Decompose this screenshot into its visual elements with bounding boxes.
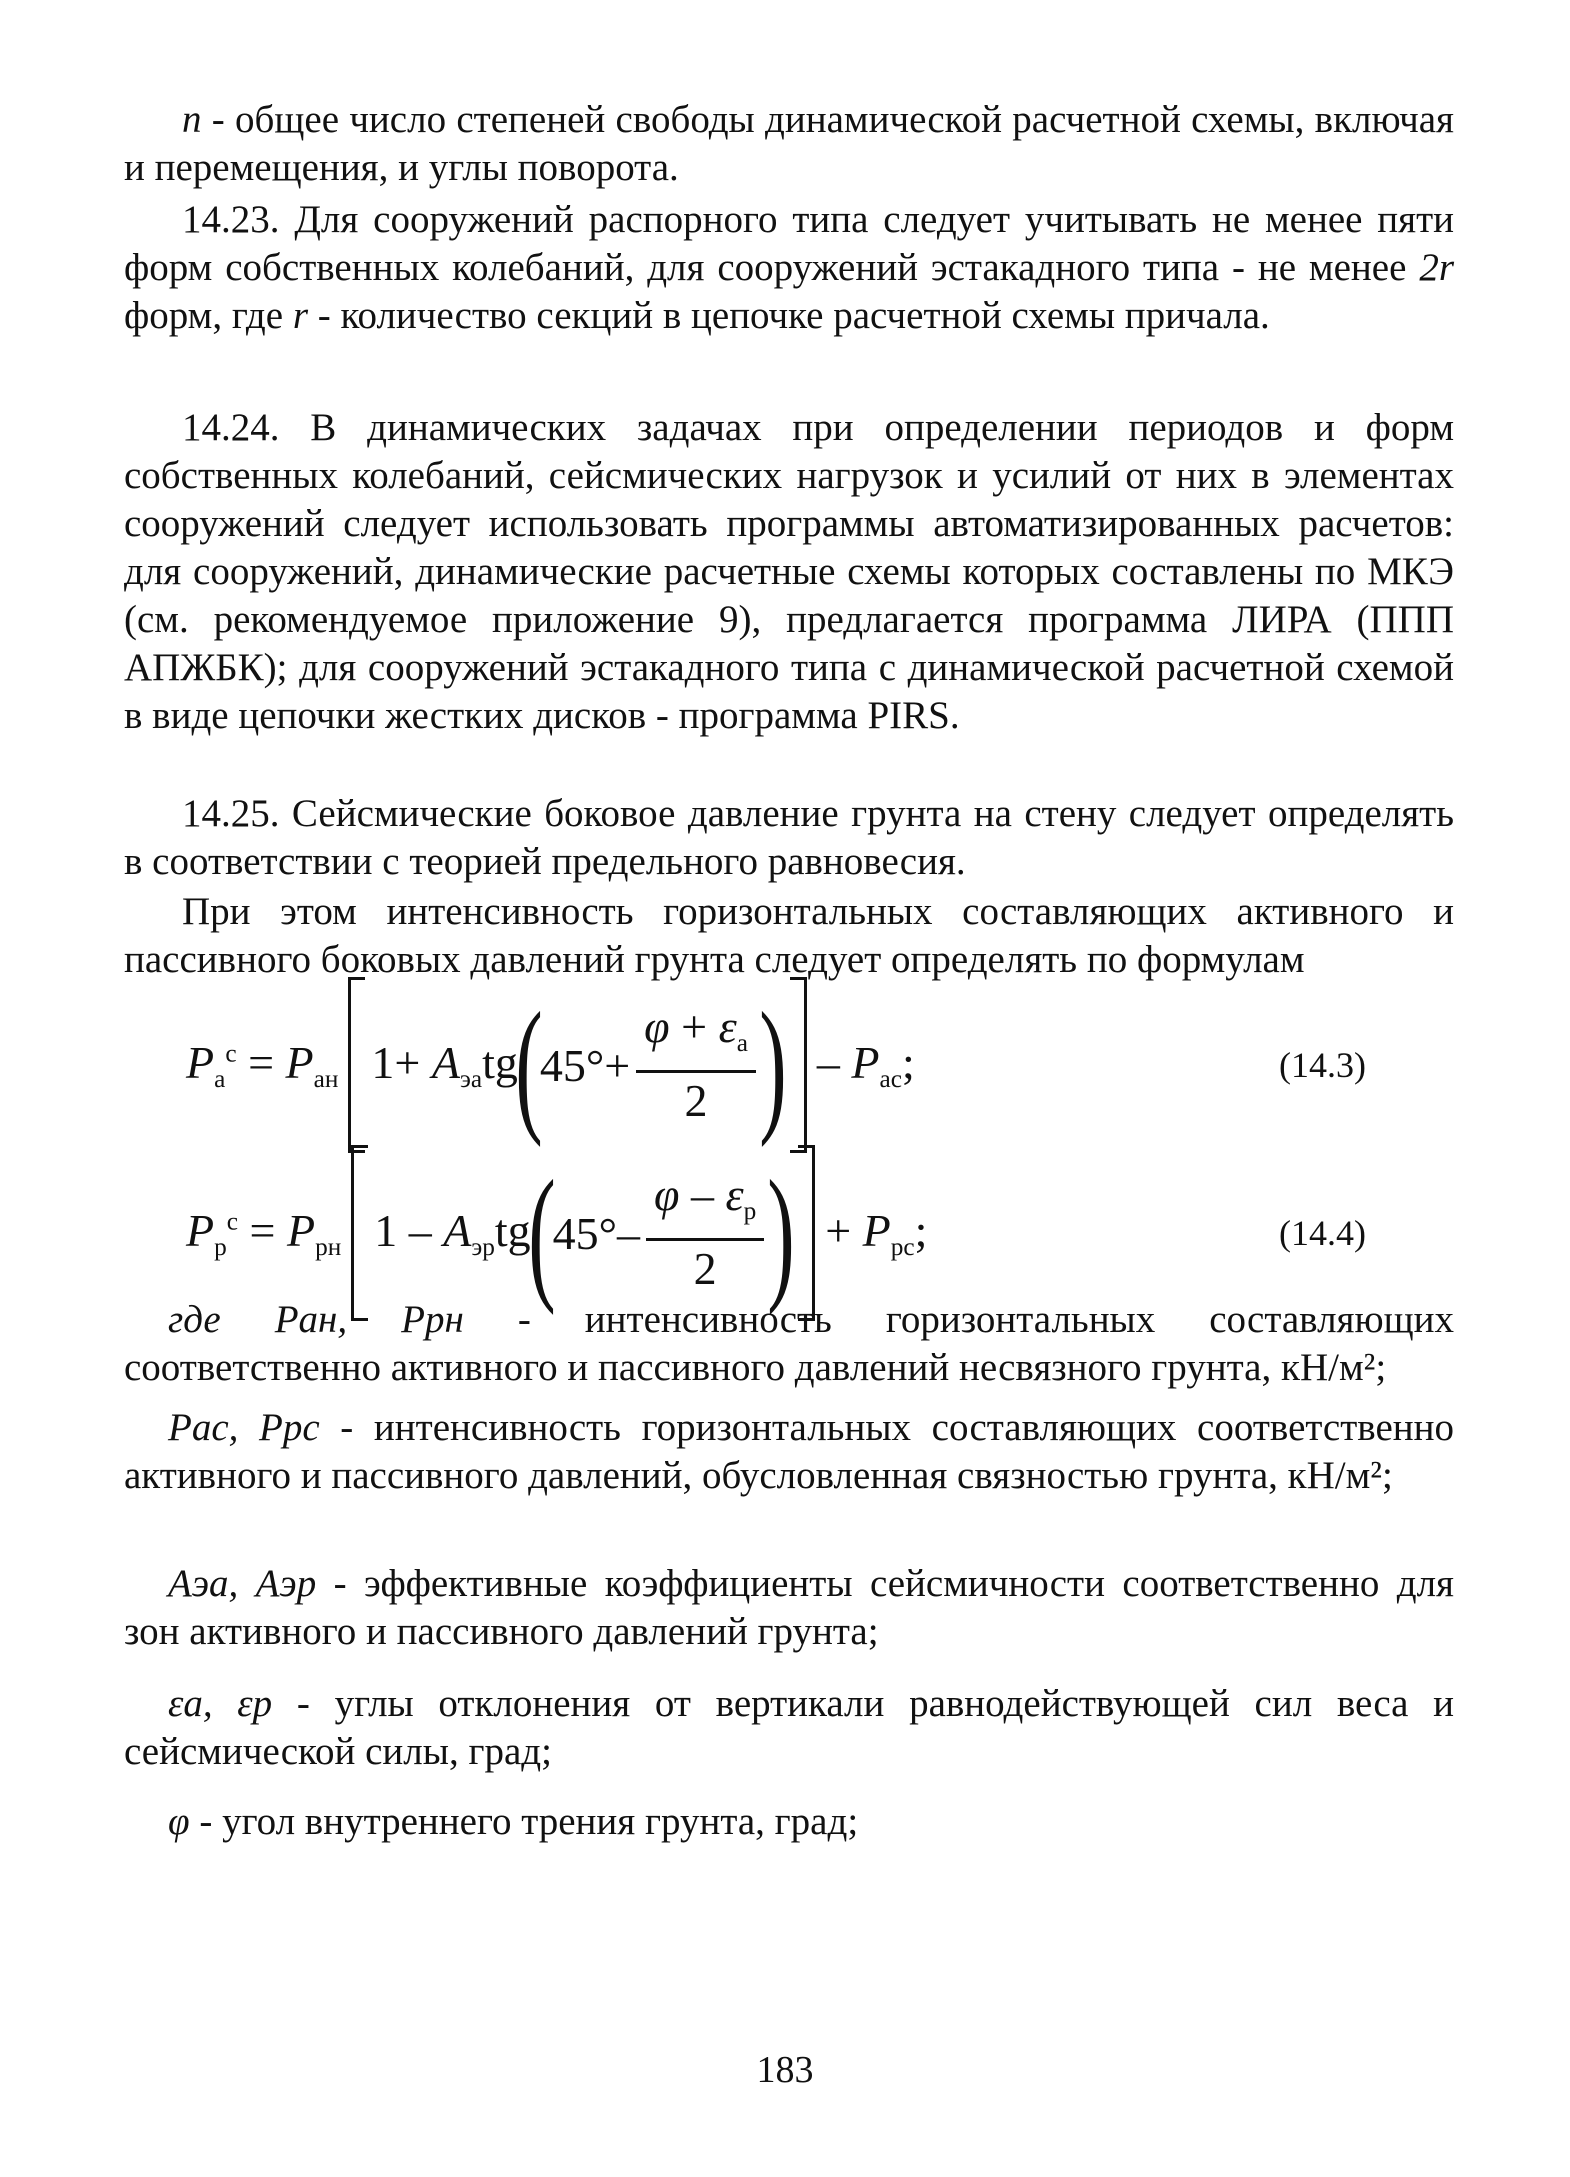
definition-text: - эффективные коэффициенты сейсмичности соответственно для зон активного и пассивного давлений грунта; bbox=[124, 1562, 1454, 1653]
definition-aea-aer bbox=[124, 1560, 1454, 1656]
definition-vars: Aэа, Aэр bbox=[168, 1562, 317, 1605]
definition-phi bbox=[124, 1798, 1454, 1846]
definition-vars: Pас, Pрс bbox=[168, 1406, 320, 1449]
page-number: 183 bbox=[756, 2049, 814, 2091]
var-2r: 2r bbox=[1419, 246, 1454, 289]
formula-14-3: $P_а^с = P_{ан}$ $1+ A_{эа}tg$ ( 45°+ $\frac{\varphi + \varepsilon_а}{2}$ ) – $P_{ас}$; (14.3) bbox=[186, 980, 1366, 1150]
definition-pas-prs bbox=[124, 1404, 1454, 1500]
definition-vars: где Pан, Pрн bbox=[168, 1298, 464, 1341]
formula-number: (14.4) bbox=[1279, 1213, 1366, 1253]
definition-epsilon bbox=[124, 1680, 1454, 1776]
paragraph-14-25: 14.25. Сейсмические боковое давление грунта на стену следует определять в соответствии с теорией предельного равновесия. bbox=[124, 792, 1454, 883]
paragraph-text: форм, где bbox=[124, 294, 284, 337]
var-r: r bbox=[292, 294, 309, 337]
definition-text: - интенсивность горизонтальных составляющих соответственно активного и пассивного давлений, обусловленная связностью грунта, кН/м²; bbox=[124, 1406, 1455, 1497]
paragraph-text: - общее число степеней свободы динамической расчетной схемы, включая и перемещения, и углы поворота. bbox=[124, 98, 1454, 189]
paragraph-14-24: 14.24. В динамических задачах при определении периодов и форм собственных колебаний, сейсмических нагрузок и усилий от них в элементах сооружений следует использовать программы автоматизированных расчетов: для сооружений, динамические расчетные схемы которых составлены по МКЭ (см. рекомендуемое приложение 9), предлагается программа ЛИРА (ППП АПЖБК); для сооружений эстакадного типа с динамической расчетной схемой в виде цепочки жестких дисков - программа PIRS. bbox=[124, 406, 1454, 737]
var-n: n bbox=[182, 98, 202, 141]
definition-text: - интенсивность горизонтальных составляющих соответственно активного и пассивного давлений несвязного грунта, кН/м²; bbox=[124, 1298, 1455, 1389]
paragraph-14-23 bbox=[124, 196, 1454, 340]
paragraph-n-definition bbox=[124, 96, 1454, 192]
paragraph-text: - количество секций в цепочке расчетной схемы причала. bbox=[317, 294, 1270, 337]
formula-number: (14.3) bbox=[1279, 1045, 1366, 1085]
definition-vars: εа, εр bbox=[168, 1682, 273, 1725]
definition-text: - углы отклонения от вертикали равнодействующей сил веса и сейсмической силы, град; bbox=[124, 1682, 1454, 1773]
definition-pan-prn bbox=[124, 1296, 1454, 1392]
paragraph-text: 14.23. Для сооружений распорного типа следует учитывать не менее пяти форм собственных колебаний, для сооружений эстакадного типа - не менее bbox=[124, 198, 1454, 289]
paragraph-formulas-intro: При этом интенсивность горизонтальных составляющих активного и пассивного боковых давлений грунта следует определять по формулам bbox=[124, 890, 1454, 981]
formula-14-4: $P_р^с = P_{рн}$ $1 - A_{эр}tg$ ( 45°– $\frac{\varphi - \varepsilon_р}{2}$ ) + $P_{рс}$; (14.4) bbox=[186, 1148, 1366, 1318]
definition-text: - угол внутреннего трения грунта, град; bbox=[199, 1800, 859, 1843]
definition-vars: φ bbox=[168, 1800, 190, 1843]
